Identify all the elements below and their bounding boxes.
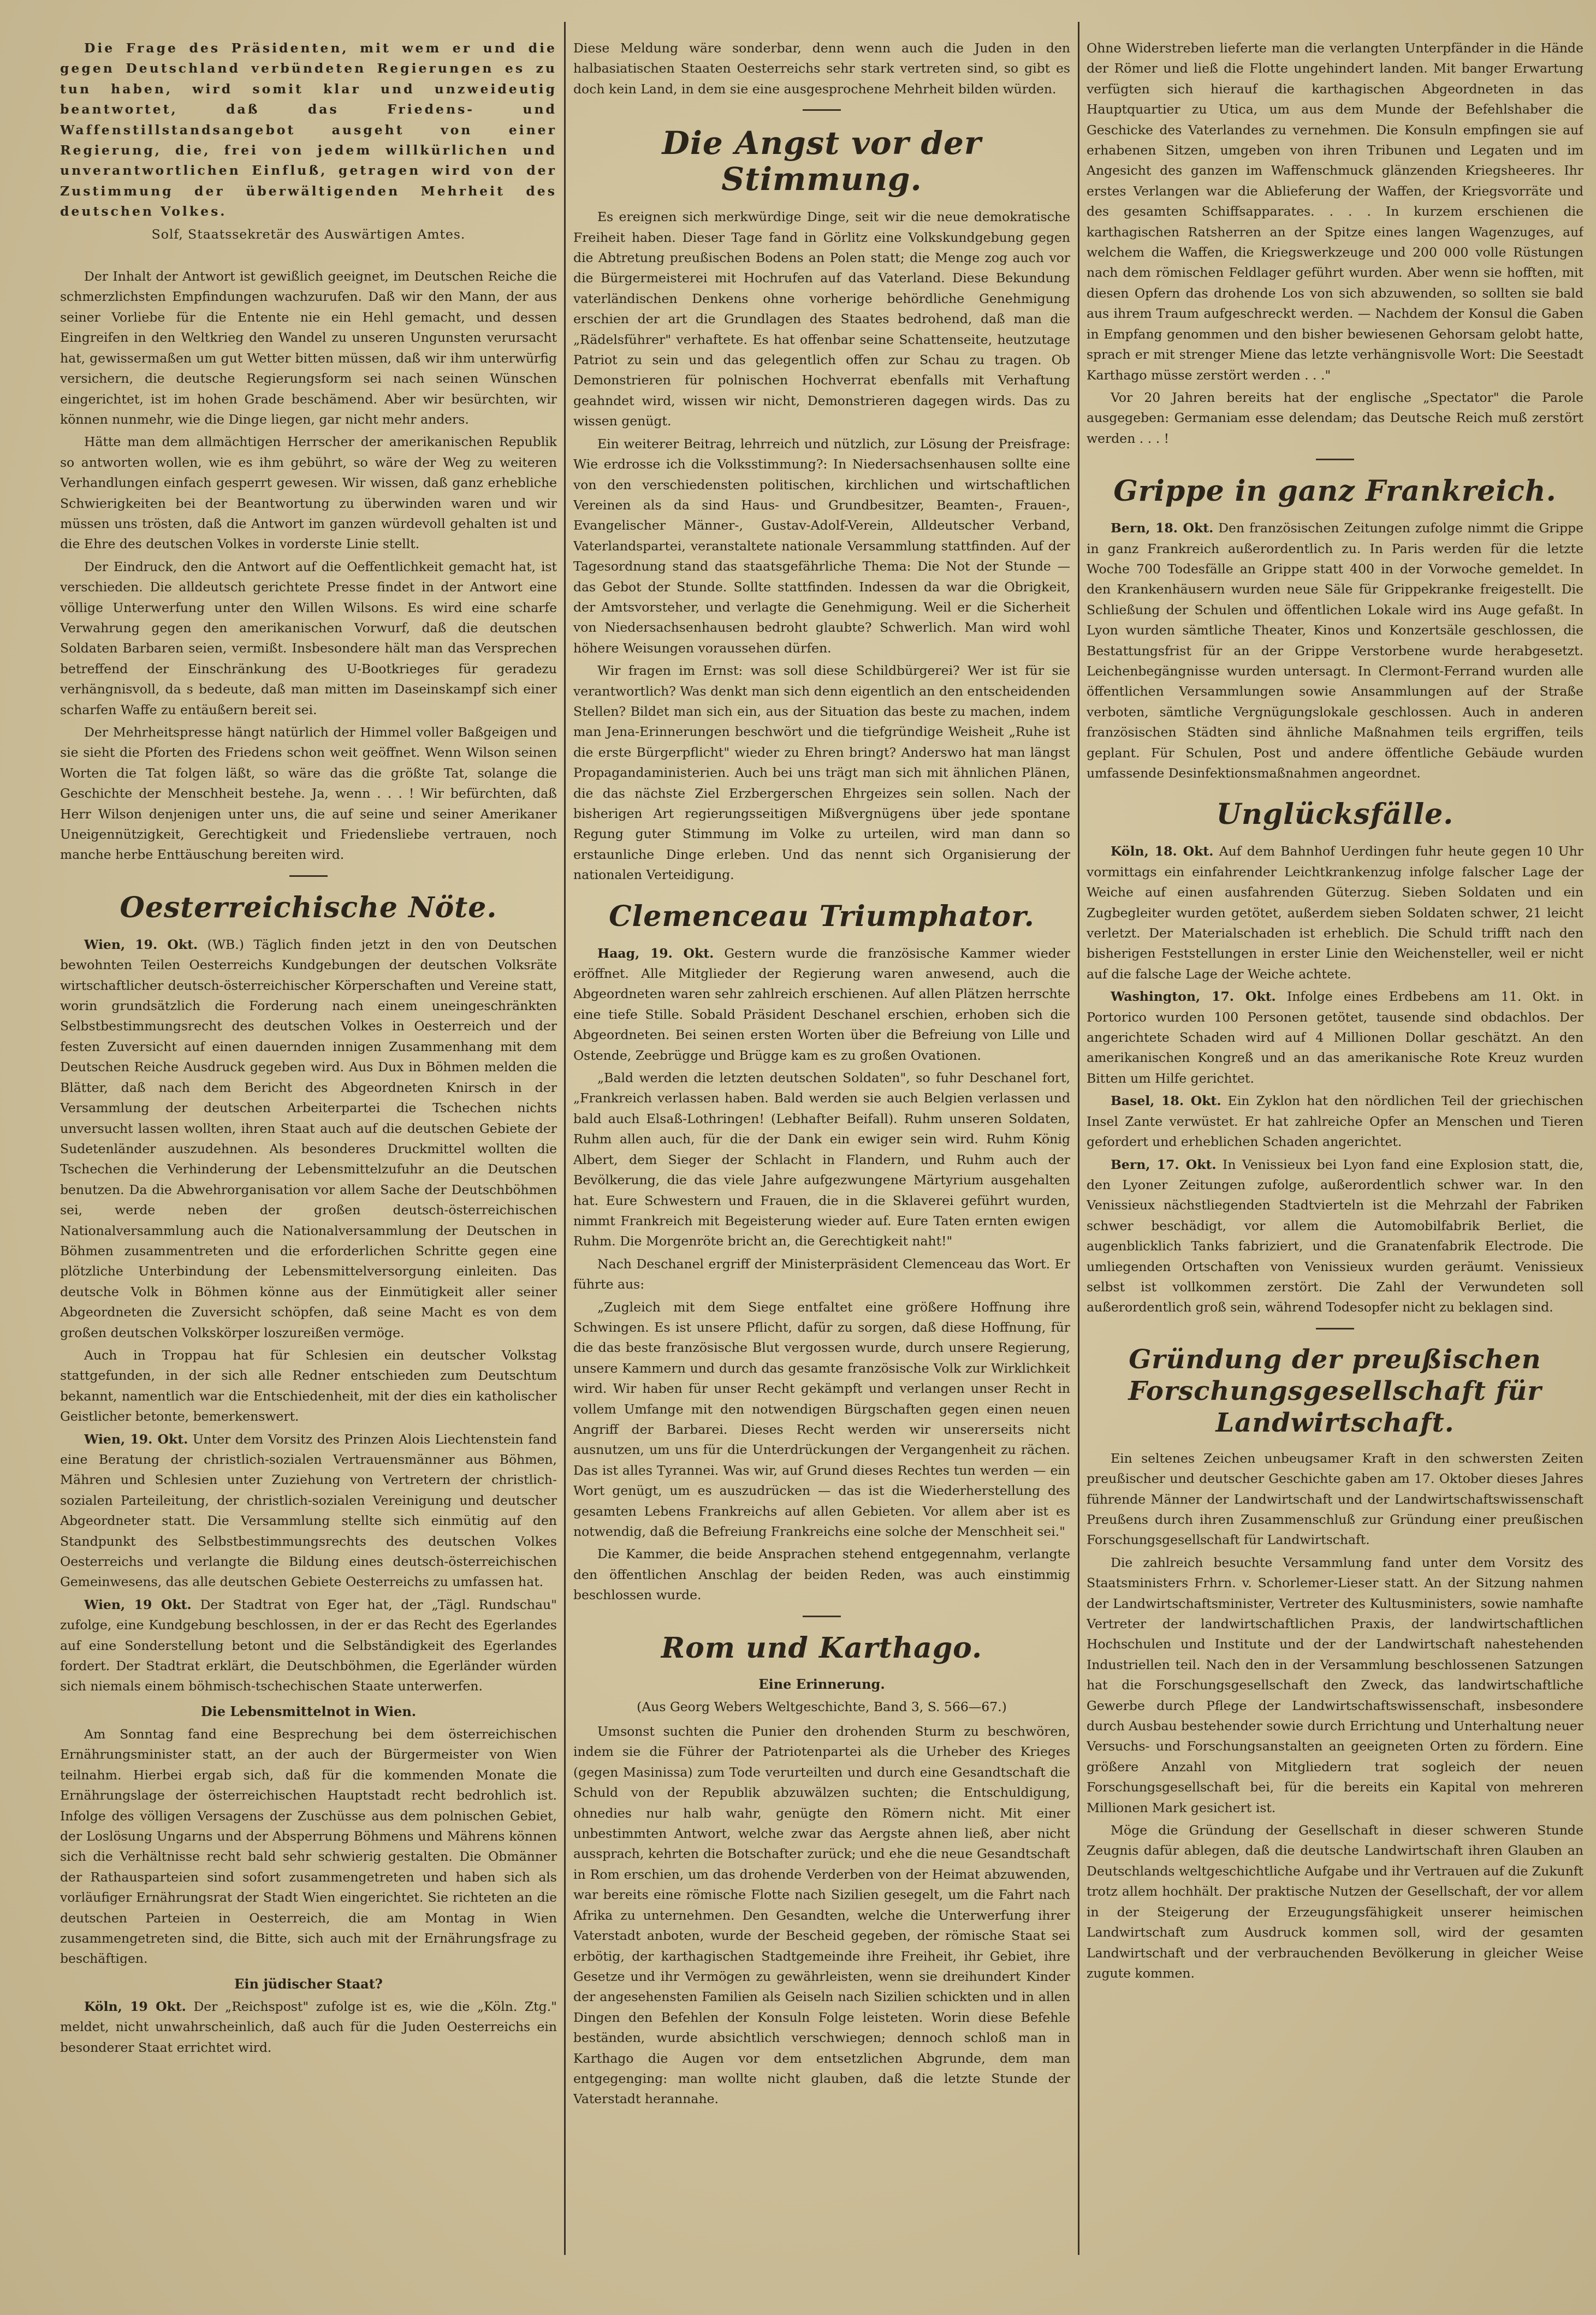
paragraph: „Zugleich mit dem Siege entfaltet eine größere Hoffnung ihre Schwingen. Es ist unsere Pflicht, dafür zu sorgen, daß diese Hoffnung, für die das beste französische Blut vergossen wurde, durch unsere Regierung, unsere Kammern und durch das gesamte französische Volk zur Wirklichkeit wird. Wir haben für unser Recht gekämpft und verlangen unser Recht in vollem Umfange mit den notwendigen Bürgschaften gegen einen neuen Angriff der Barbarei. Dieses Recht werden wir unsererseits nicht ausnutzen, um uns für die Unterdrückungen der Vergangenheit zu rächen. Das ist alles Tyrannei. Was wir, auf Grund dieses Rechtes tun werden — ein Wort genügt, um es auszudrücken — das ist die Wiederherstellung des gesamten Lebens Frankreichs auf allen Gebieten. Vor allem aber ist es notwendig, daß die Befreiung Frankreichs eine solche der Menschheit sei."	[573, 1299, 1070, 1539]
paragraph: Ohne Widerstreben lieferte man die verlangten Unterpfänder in die Hände der Römer und ließ die Flotte ungehindert landen. Mit banger Erwartung verfügten sich hierauf die karthagischen Abgeordneten in das Hauptquartier zu Utica, um aus dem Munde der Befehlshaber die Geschicke des Vaterlandes zu vernehmen. Die Konsuln empfingen sie auf erhabenen Sitzen, umgeben von ihren Tribunen und Legaten und im Angesicht des ganzen im Waffenschmuck glänzenden Kriegsheeres. Ihr erstes Verlangen war die Ablieferung der Waffen, der Kriegsvorräte und des gesamten Schiffsapparates. . . . In kurzem erschienen die karthagischen Ratsherren an der Spitze eines langen Wagenzuges, auf welchem die Waffen, die Kriegswerkzeuge und 200 000 volle Rüstungen nach dem römischen Feldlager geführt wurden. Aber wenn sie hofften, mit diesen Opfern das drohende Los von sich abzuwenden, so sollten sie bald aus ihrem Traum aufgeschreckt werden. — Nachdem der Konsul die Gaben in Empfang genommen und den bisher bewiesenen Gehorsam gelobt hatte, sprach er mit strenger Miene das letzte verhängnisvolle Wort: Die Seestadt Karthago müsse zerstört werden . . ."	[1087, 40, 1583, 383]
paragraph: Es ereignen sich merkwürdige Dinge, seit wir die neue demokratische Freiheit haben. Dieser Tage fand in Görlitz eine Volkskundgebung gegen die Abtretung preußischen Bodens an Polen statt; die Menge zog auch vor die Bürgermeisterei mit Hochrufen auf das Vaterland. Diese Bekundung vaterländischen Denkens ohne vorherige behördliche Genehmigung erschien der art die Grundlagen des Staates bedrohend, daß man die „Rädelsführer" verhaftete. Es hat offenbar seine Schattenseite, heutzutage Patriot zu sein und das gelegentlich offen zur Schau zu tragen. Ob Demonstrieren für polnischen Hochverrat ebenfalls mit Verhaftung geahndet wird, wissen wir nicht, Demonstrieren dagegen wirds. Das zu wissen genügt.	[573, 209, 1070, 429]
paragraph: Den französischen Zeitungen zufolge nimmt die Grippe in ganz Frankreich außerordentlich zu. In Paris werden für die letzte Woche 700 Todesfälle an Grippe statt 400 in der Vorwoche gemeldet. In den Krankenhäusern wurden neue Säle für Grippekranke freigestellt. Die Schließung der Schulen und öffentlichen Lokale wird ins Auge gefaßt. In Lyon wurden sämtliche Theater, Kinos und Konzertsäle geschlossen, die Bestattungsfrist für an der Grippe Verstorbene wurde herabgesetzt. Leichenbegängnisse wurden untersagt. In Clermont-Ferrand wurden alle öffentlichen Versammlungen sowie Ansammlungen auf der Straße verboten, sämtliche Vergnügungslokale geschlossen. Auch in anderen französischen Städten sind ähnliche Maßnahmen teils ergriffen, teils geplant. Für Schulen, Post und andere öffentliche Gebäude wurden umfassende Desinfektionsmaßnahmen angeordnet.	[1087, 520, 1583, 781]
subheading-erinnerung: Eine Erinnerung.	[758, 1676, 885, 1692]
headline-grippe: Grippe in ganz Frankreich.	[1113, 474, 1557, 508]
source-line: (Aus Georg Webers Weltgeschichte, Band 3, S. 566—67.)	[637, 1699, 1007, 1714]
separator	[289, 875, 328, 877]
paragraph: Ein Zyklon hat den nördlichen Teil der griechischen Insel Zante verwüstet. Er hat zahlreiche Opfer an Menschen und Tieren gefordert und erheblichen Schaden angerichtet.	[1087, 1093, 1583, 1150]
dateline: Washington, 17. Okt.	[1111, 989, 1276, 1005]
dateline: Haag, 19. Okt.	[597, 945, 714, 961]
column-2	[573, 38, 1070, 2244]
headline-angst: Die Angst vor der Stimmung.	[662, 124, 982, 198]
note-quote: Die Frage des Präsidenten, mit wem er und die gegen Deutschland verbündeten Regierungen es zu tun haben, wird somit klar und unzweideutig beantwortet, daß das Friedens- und Waffenstillstandsangebot ausgeht von einer Regierung, die, frei von jedem willkürlichen und unverantwortlichen Einfluß, getragen wird von der Zustimmung der überwältigenden Mehrheit des deutschen Volkes.	[60, 40, 557, 219]
paragraph: Die zahlreich besuchte Versammlung fand unter dem Vorsitz des Staatsministers Frhrn. v. Schorlemer-Lieser statt. An der Sitzung nahmen der Landwirtschaftsminister, Vertreter des Kultusministers, sowie namhafte Vertreter der landwirtschaftlichen Praxis, der landwirtschaftlichen Hochschulen und Institute und der der Landwirtschaft nahestehenden Industriellen teil. Nach den in der Versammlung beschlossenen Satzungen hat die Forschungsgesellschaft den Zweck, das landwirtschaftliche Gewerbe durch Pflege der Landwirtschaftswissenschaft, insbesondere durch Ausbau bestehender sowie durch Errichtung und Unterhaltung neuer Versuchs- und Forschungsanstalten an geeigneten Orten zu fördern. Eine größere Anzahl von Mitgliedern trat sogleich der neuen Forschungsgesellschaft bei, für die bereits ein Kapital von mehreren Millionen Mark gesichert ist.	[1087, 1554, 1583, 1815]
paragraph: Diese Meldung wäre sonderbar, denn wenn auch die Juden in den halbasiatischen Staaten Oesterreichs sehr stark vertreten sind, so gibt es doch kein Land, in dem sie eine ausgesprochene Mehrheit bilden würden.	[573, 40, 1070, 97]
paragraph: Der Stadtrat von Eger hat, der „Tägl. Rundschau" zufolge, eine Kundgebung beschlossen, in der er das Recht des Egerlandes auf eine Sonderstellung betont und die Selbständigkeit des Egerlandes fordert. Der Stadtrat erklärt, die Deutschböhmen, die Egerländer würden sich niemals einem böhmisch-tschechischen Staate unterwerfen.	[60, 1596, 557, 1694]
paragraph: Ein weiterer Beitrag, lehrreich und nützlich, zur Lösung der Preisfrage: Wie erdrosse ich die Volksstimmung?: In Niedersachsenhausen sollte eine von den verschiedensten politischen, kirchlichen und wirtschaftlichen Vereinen als da sind Haus- und Grundbesitzer, Beamten-, Frauen-, Evangelischer Männer-, Gustav-Adolf-Verein, Alldeutscher Verband, Vaterlandspartei, veranstaltete nationale Versammlung stattfinden. Auf der Tagesordnung stand das staatsgefährliche Thema: Die Not der Stunde — das Gebot der Stunde. Sollte stattfinden. Indessen da war die Obrigkeit, der Amtsvorsteher, und verlagte die Genehmigung. Weil er die Sicherheit von Niedersachsenhausen bedroht glaubte? Schwerlich. Man wird wohl höhere Weisungen voraussehen dürfen.	[573, 436, 1070, 656]
paragraph: Der „Reichspost" zufolge ist es, wie die „Köln. Ztg." meldet, nicht unwahrscheinlich, daß auch für die Juden Oesterreichs ein besonderer Staat errichtet wird.	[60, 1998, 557, 2055]
paragraph: Die Kammer, die beide Ansprachen stehend entgegennahm, verlangte den öffentlichen Anschlag der beiden Reden, was auch einstimmig beschlossen wurde.	[573, 1546, 1070, 1603]
paragraph: Der Inhalt der Antwort ist gewißlich geeignet, im Deutschen Reiche die schmerzlichsten Empfindungen wachzurufen. Daß wir den Mann, der aus seiner Vorliebe für die Entente nie ein Hehl gemacht, und dessen Eingreifen in den Weltkrieg den Wandel zu unseren Ungunsten verursacht hat, gewissermaßen um gut Wetter bitten müssen, daß wir ihm unterwürfig versichern, die deutsche Regierungsform sei nach seinen Wünschen eingerichtet, ist im hohen Grade beschämend. Aber wir besürchten, wir können nunmehr, wie die Dinge liegen, gar nicht mehr anders.	[60, 269, 557, 427]
paragraph: Nach Deschanel ergriff der Ministerpräsident Clemenceau das Wort. Er führte aus:	[573, 1256, 1070, 1292]
dateline: Köln, 18. Okt.	[1111, 844, 1214, 859]
dateline: Bern, 17. Okt.	[1111, 1156, 1217, 1172]
paragraph: Umsonst suchten die Punier den drohenden Sturm zu beschwören, indem sie die Führer der Patriotenpartei als die Urheber des Krieges (gegen Masinissa) zum Tode verurteilten und durch eine Gesandtschaft die Schuld von der Republik abzuwälzen suchten; die Entschuldigung, ohnedies nur halb wahr, genügte den Römern nicht. Mit einer unbestimmten Antwort, welche zwar das Aergste ahnen ließ, aber nicht aussprach, kehrten die Botschafter zurück; und ehe die neue Gesandtschaft in Rom erschien, um das drohende Verderben von der Heimat abzuwenden, war bereits eine römische Flotte nach Sizilien gesegelt, um die Fahrt nach Afrika zu unternehmen. Den Gesandten, welche die Unterwerfung ihrer Vaterstadt anboten, wurde der Bescheid gegeben, der römische Staat sei erbötig, der karthagischen Stadtgemeinde ihre Freiheit, ihr Gebiet, ihre Gesetze und ihr Vermögen zu gewährleisten, wenn sie dreihundert Kinder der angesehensten Familien als Geiseln nach Sizilien schickten und in allen Dingen den Befehlen der Konsuln Folge leisteten. Worin diese Befehle beständen, wurde absichtlich verschwiegen; dennoch schloß man in Karthago die Augen vor dem entsetzlichen Abgrunde, dem man entgegenging: man wollte nicht glauben, daß die letzte Stunde der Vaterstadt herannahe.	[573, 1724, 1070, 2107]
paragraph: Infolge eines Erdbebens am 11. Okt. in Portorico wurden 100 Personen getötet, tausende sind obdachlos. Der angerichtete Schaden wird auf 4 Millionen Dollar geschätzt. An den amerikanischen Kongreß und an das amerikanische Rote Kreuz wurden Bitten um Hilfe gerichtet.	[1087, 989, 1583, 1086]
headline-gruendung: Gründung der preußischen Forschungsgesellschaft für Landwirtschaft.	[1128, 1344, 1542, 1438]
headline-rom-karthago: Rom und Karthago.	[661, 1631, 983, 1665]
paragraph: Möge die Gründung der Gesellschaft in dieser schweren Stunde Zeugnis dafür ablegen, daß die deutsche Landwirtschaft ihren Glauben an Deutschlands weltgeschichtliche Aufgabe und ihr Vertrauen auf die Zukunft trotz allem hochhält. Der praktische Nutzen der Gesellschaft, der vor allem in der Steigerung der Erzeugungsfähigkeit unserer heimischen Landwirtschaft zum Ausdruck kommen soll, wird der gesamten Landwirtschaft und der verbrauchenden Bevölkerung in gleicher Weise zugute kommen.	[1087, 1823, 1583, 1981]
paragraph: Auf dem Bahnhof Uerdingen fuhr heute gegen 10 Uhr vormittags ein einfahrender Leichtkrankenzug infolge falscher Lage der Weiche auf einen ausfahrenden Güterzug. Sieben Soldaten und ein Zugbegleiter wurden getötet, außerdem sieben Soldaten schwer, 21 leicht verletzt. Der Materialschaden ist erheblich. Die Schuld trifft nach den bisherigen Feststellungen in erster Linie den Weichensteller, weil er nicht auf die falsche Lage der Weiche achtete.	[1087, 844, 1583, 982]
column-1	[60, 38, 557, 2244]
column-rule-2	[1078, 22, 1079, 2255]
paragraph: (WB.) Täglich finden jetzt in den von Deutschen bewohnten Teilen Oesterreichs Kundgebungen der deutschen Volksräte wirtschaftlicher deutsch-österreichischer Körperschaften und Vereine statt, worin grundsätzlich die Forderung nach einem uneingeschränkten Selbstbestimmungsrecht des deutschen Volkes in Oesterreich und der festen Zuversicht auf einen dauernden innigen Zusammenhang mit dem Deutschen Reiche Ausdruck gegeben wird. Aus Dux in Böhmen melden die Blätter, daß nach dem Bericht des Abgeordneten Knirsch in der Versammlung der deutschen Arbeiterpartei die Tschechen nichts unversucht lassen wollten, ihren Staat auch auf die deutschen Gebiete der Sudetenländer auszudehnen. Als besonderes Druckmittel wollten die Tschechen die Verhinderung der Lebensmittelzufuhr an die Deutschen benutzen. Da die Abwehrorganisation vor allem Sache der Deutschböhmen sei, werde neben der großen deutsch-österreichischen Nationalversammlung auch die Nationalversammlung der Deutschen in Böhmen zusammentreten und die erforderlichen Schritte gegen eine plötzliche Unterbindung der Lebensmittelversorgung einleiten. Das deutsche Volk in Böhmen könne aus der Einmütigkeit aller seiner Abgeordneten die Zuversicht schöpfen, daß seine Macht es von dem großen deutschen Volkskörper loszureißen vermöge.	[60, 936, 557, 1340]
paragraph: Auch in Troppau hat für Schlesien ein deutscher Volkstag stattgefunden, in der sich alle Redner entschieden zum Deutschtum bekannt, namentlich war die Entschiedenheit, mit der dies ein katholischer Geistlicher betonte, bemerkenswert.	[60, 1347, 557, 1424]
paragraph: Hätte man dem allmächtigen Herrscher der amerikanischen Republik so antworten wollen, wie es ihm gebührt, so wäre der Weg zu weiteren Verhandlungen einfach gesperrt gewesen. Wir wissen, daß ganz erhebliche Schwierigkeiten bei der Beantwortung zu überwinden waren und wir müssen uns trösten, daß die Antwort im ganzen würdevoll gehalten ist und die Ehre des deutschen Volkes in vorderste Linie stellt.	[60, 434, 557, 552]
dateline: Basel, 18. Okt.	[1111, 1093, 1221, 1109]
paragraph: Ein seltenes Zeichen unbeugsamer Kraft in den schwersten Zeiten preußischer und deutscher Geschichte gaben am 17. Oktober dieses Jahres führende Männer der Landwirtschaft und der Landwirtschaftswissenschaft Preußens durch ihren Zusammenschluß zur Gründung einer preußischen Forschungsgesellschaft für Landwirtschaft.	[1087, 1450, 1583, 1548]
separator	[1316, 1328, 1354, 1329]
separator	[1316, 459, 1354, 460]
headline-oesterreich: Oesterreichische Nöte.	[120, 891, 497, 924]
paragraph: In Venissieux bei Lyon fand eine Explosion statt, die, den Lyoner Zeitungen zufolge, außerordentlich schwer war. In den Venissieux nächstliegenden Stadtvierteln ist die Mehrzahl der Fabriken schwer beschädigt, vor allem die Automobilfabrik Berliet, die augenblicklich Tanks fabriziert, und die Granatenfabrik Electrode. Die umliegenden Ortschaften von Venissieux wurden geräumt. Venissieux selbst ist vollkommen zerstört. Die Zahl der Verwundeten soll außerordentlich groß sein, während Todesopfer nicht zu beklagen sind.	[1087, 1156, 1583, 1315]
paragraph: Gestern wurde die französische Kammer wieder eröffnet. Alle Mitglieder der Regierung waren anwesend, auch die Abgeordneten waren sehr zahlreich erschienen. Auf allen Plätzen herrschte eine tiefe Stille. Sobald Präsident Deschanel erschien, erhoben sich die Abgeordneten. Bei seinen ersten Worten über die Befreiung von Lille und Ostende, Zeebrügge und Brügge kam es zu großen Ovationen.	[573, 945, 1070, 1063]
paragraph: Wir fragen im Ernst: was soll diese Schildbürgerei? Wer ist für sie verantwortlich? Was denkt man sich denn eigentlich an den entscheidenden Stellen? Bildet man sich ein, aus der Situation das beste zu machen, indem man Jena-Erinnerungen beschwört und die tiefgründige Weisheit „Ruhe ist die erste Bürgerpflicht" wieder zu Ehren bringt? Anderswo hat man längst Propagandaministerien. Auch bei uns trägt man sich mit ähnlichen Plänen, die das nächste Ziel Erzbergerschen Ehrgeizes sein sollen. Nach der bisherigen Art regierungsseitigen Mißvergnügens über jede spontane Regung guter Stimmung im Volke zu urteilen, wird man dann so erstaunliche Dinge erleben. Und das nennt sich Organisierung der nationalen Verteidigung.	[573, 663, 1070, 883]
dateline: Wien, 19 Okt.	[84, 1596, 192, 1612]
paragraph: Der Mehrheitspresse hängt natürlich der Himmel voller Baßgeigen und sie sieht die Pforten des Friedens schon weit geöffnet. Wenn Wilson seinen Worten die Tat folgen läßt, so wäre das die größte Tat, solange die Geschichte der Menschheit bestehe. Ja, wenn . . . ! Wir befürchten, daß Herr Wilson denjenigen unter uns, die auf seine und seiner Amerikaner Uneigennützigkeit, Gerechtigkeit und Friedensliebe vertrauen, noch manche herbe Enttäuschung bereiten wird.	[60, 725, 557, 863]
subheading-juedischer-staat: Ein jüdischer Staat?	[234, 1975, 383, 1992]
paragraph: Unter dem Vorsitz des Prinzen Alois Liechtenstein fand eine Beratung der christlich-sozialen Vertrauensmänner aus Böhmen, Mähren und Schlesien unter Zuziehung von Vertretern der christlich-sozialen Parteileitung, der christlich-sozialen Vereinigung und deutscher Abgeordneter statt. Die Versammlung stellte sich einmütig auf den Standpunkt des Selbstbestimmungsrechts des deutschen Volkes Oesterreichs und verlangte die Bildung eines deutsch-österreichischen Gemeinwesens, das alle deutschen Gebiete Oesterreichs zu umfassen hat.	[60, 1431, 557, 1590]
paragraph: Am Sonntag fand eine Besprechung bei dem österreichischen Ernährungsminister statt, an der auch der Bürgermeister von Wien teilnahm. Hierbei ergab sich, daß für die kommenden Monate die Ernährungslage der österreichischen Hauptstadt recht bedrohlich ist. Infolge des völligen Versagens der Zuschüsse aus dem polnischen Gebiet, der Loslösung Ungarns und der Absperrung Böhmens und Mährens können sich die Verhältnisse recht bald sehr schwierig gestalten. Die Obmänner der Rathausparteien sind sofort zusammengetreten und haben sich als vorläufiger Ernährungsrat der Stadt Wien eingerichtet. Sie richteten an die deutschen Parteien in Oesterreich, die am Montag in Wien zusammengetreten sind, die Bitte, sich auch mit der Ernährungsfrage zu beschäftigen.	[60, 1726, 557, 1967]
column-3	[1087, 38, 1583, 2244]
paragraph: Der Eindruck, den die Antwort auf die Oeffentlichkeit gemacht hat, ist verschieden. Die alldeutsch gerichtete Presse findet in der Antwort eine völlige Unterwerfung unter den Willen Wilsons. Es wird eine scharfe Verwahrung gegen den amerikanischen Vorwurf, daß die deutschen Soldaten Barbaren seien, vermißt. Insbesondere hält man das Versprechen betreffend der Einschränkung des U-Bootkrieges für geradezu verhängnisvoll, da s bedeute, daß man mitten im Daseinskampf sich einer scharfen Waffe zu entäußern bereit sei.	[60, 559, 557, 717]
dateline: Bern, 18. Okt.	[1111, 520, 1214, 536]
dateline: Wien, 19. Okt.	[84, 1431, 188, 1447]
column-rule-1	[564, 22, 566, 2255]
note-signature: Solf, Staatssekretär des Auswärtigen Amtes.	[151, 226, 466, 242]
separator	[803, 1616, 841, 1617]
subheading-lebensmittelnot: Die Lebensmittelnot in Wien.	[200, 1703, 417, 1719]
separator	[803, 109, 841, 111]
headline-clemenceau: Clemenceau Triumphator.	[609, 899, 1035, 933]
paragraph: „Bald werden die letzten deutschen Soldaten", so fuhr Deschanel fort, „Frankreich verlassen haben. Bald werden sie auch Belgien verlassen und bald auch Elsaß-Lothringen! (Lebhafter Beifall). Ruhm unseren Soldaten, Ruhm allen auch, für die der Dank ein ewiger sein wird. Ruhm König Albert, dem Sieger der Schlacht in Flandern, und Ruhm auch der Bevölkerung, die das viele Jahre aufgezwungene Märtyrium ausgehalten hat. Eure Schwestern und Frauen, die in die Sklaverei geführt wurden, nimmt Frankreich mit Begeisterung wieder auf. Eure Taten ernten ewigen Ruhm. Die Morgenröte bricht an, die Gerechtigkeit naht!"	[573, 1070, 1070, 1249]
dateline: Wien, 19. Okt.	[84, 936, 198, 952]
headline-ungluecksfaelle: Unglücksfälle.	[1216, 798, 1454, 832]
paragraph: Vor 20 Jahren bereits hat der englische „Spectator" die Parole ausgegeben: Germaniam esse delendam; das Deutsche Reich muß zerstört werden . . . !	[1087, 389, 1583, 446]
dateline: Köln, 19 Okt.	[84, 1998, 186, 2014]
